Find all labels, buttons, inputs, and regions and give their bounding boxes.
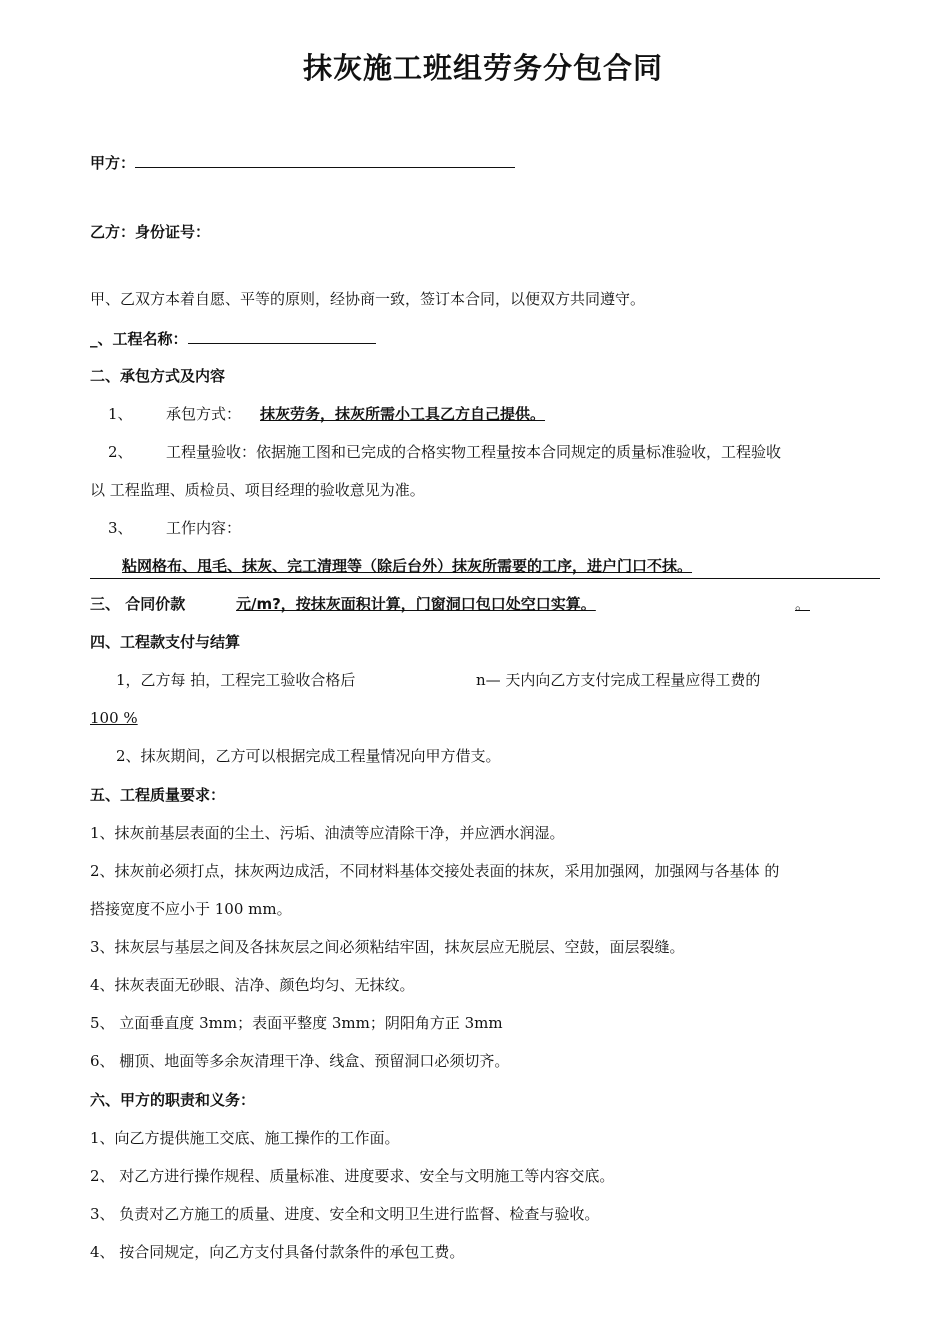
s2-item-2-text: 工程量验收：依据施工图和已完成的合格实物工程量按本合同规定的质量标准验收，工程验收 (166, 443, 782, 461)
s2-item-1-label: 承包方式： (166, 405, 242, 423)
s5-item-5: 5、 立面垂直度 3mm；表面平整度 3mm；阴阳角方正 3mm (90, 1014, 503, 1032)
s2-item-3-label: 工作内容： (166, 519, 242, 537)
section-6-heading: 六、甲方的职责和义务： (90, 1091, 256, 1109)
s5-item-3: 3、抹灰层与基层之间及各抹灰层之间必须粘结牢固，抹灰层应无脱层、空鼓，面层裂缝。 (90, 938, 685, 956)
s6-item-1: 1、向乙方提供施工交底、施工操作的工作面。 (90, 1129, 400, 1147)
s2-item-3-value: 粘网格布、甩毛、抹灰、完工清理等（除后台外）抹灰所需要的工序，进户门口不抹。 (122, 557, 693, 575)
section-3-heading: 三、 合同价款 (90, 595, 186, 613)
s2-item-3-number: 3、 (108, 519, 133, 537)
section-4-heading: 四、工程款支付与结算 (90, 633, 241, 651)
s2-item-2-continued: 以 工程监理、质检员、项目经理的验收意见为准。 (90, 481, 425, 499)
contract-price-end: 。 (794, 595, 810, 613)
s2-item-1-number: 1、 (108, 405, 133, 423)
s5-item-1: 1、抹灰前基层表面的尘土、污垢、油渍等应清除干净，并应洒水润湿。 (90, 824, 565, 842)
s5-item-2: 2、抹灰前必须打点，抹灰两边成活，不同材料基体交接处表面的抹灰，采用加强网，加强网与各基体 的 (90, 862, 780, 880)
s5-item-2-continued: 搭接宽度不应小于 100 mm。 (90, 900, 292, 918)
s4-item-1-text: 1，乙方每 拍，工程完工验收合格后 (116, 671, 356, 689)
party-a-blank (135, 152, 515, 168)
s5-item-4: 4、抹灰表面无砂眼、洁净、颜色均匀、无抹纹。 (90, 976, 415, 994)
party-a-line (90, 152, 515, 173)
intro-paragraph: 甲、乙双方本着自愿、平等的原则，经协商一致，签订本合同，以便双方共同遵守。 (90, 290, 646, 308)
project-name-blank (188, 328, 376, 344)
divider-line (90, 578, 880, 579)
s6-item-4: 4、 按合同规定，向乙方支付具备付款条件的承包工费。 (90, 1243, 465, 1261)
section-3-line (90, 594, 810, 614)
s2-item-2-number: 2、 (108, 443, 133, 461)
s6-item-3: 3、 负责对乙方施工的质量、进度、安全和文明卫生进行监督、检查与验收。 (90, 1205, 600, 1223)
section-2-heading: 二、承包方式及内容 (90, 367, 226, 385)
s4-item-2: 2、抹灰期间，乙方可以根据完成工程量情况向甲方借支。 (116, 747, 501, 765)
party-a-label: 甲方： (90, 154, 136, 172)
s4-item-1-percent: 100 % (90, 709, 138, 727)
project-name-label: _、工程名称： (90, 330, 188, 348)
party-b-label: 乙方：身份证号： (90, 223, 211, 241)
document-title: 抹灰施工班组劳务分包合同 (302, 51, 663, 85)
s5-item-6: 6、 棚顶、地面等多余灰清理干净、线盒、预留洞口必须切齐。 (90, 1052, 510, 1070)
project-name-line (90, 328, 376, 349)
s4-item-1-days: n— 天内向乙方支付完成工程量应得工费的 (476, 671, 761, 689)
contract-price-value: 元/m?，按抹灰面积计算，门窗洞口包口处空口实算。 (236, 595, 596, 613)
section-5-heading: 五、工程质量要求： (90, 786, 226, 804)
s2-item-1-value: 抹灰劳务，抹灰所需小工具乙方自己提供。 (260, 405, 546, 423)
s6-item-2: 2、 对乙方进行操作规程、质量标准、进度要求、安全与文明施工等内容交底。 (90, 1167, 615, 1185)
